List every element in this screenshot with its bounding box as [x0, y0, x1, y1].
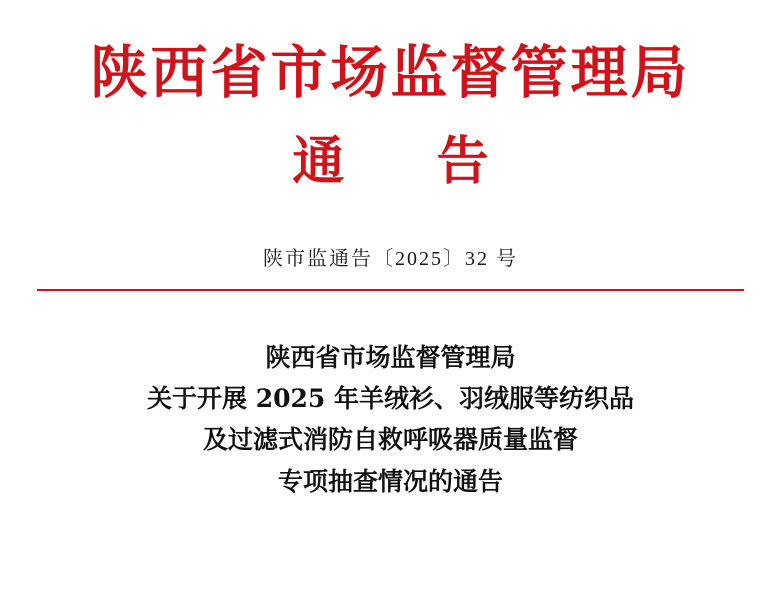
title-line-1: 陕西省市场监督管理局: [265, 342, 516, 372]
title-line-3: 及过滤式消防自救呼吸器质量监督: [202, 425, 578, 455]
title-line-4: 专项抽查情况的通告: [277, 466, 503, 496]
document-type-heading: [0, 105, 781, 190]
issuing-authority-masthead: 陕西省市场监督管理局: [90, 39, 691, 106]
title-line-2: 关于开展 2025 年羊绒衫、羽绒服等纺织品: [147, 384, 634, 414]
document-type-char-2: 告: [436, 130, 489, 192]
document-type-char-1: 通: [292, 130, 345, 192]
document-serial-number: 陕市监通告〔2025〕32 号: [263, 247, 518, 270]
document-title: [0, 291, 781, 502]
